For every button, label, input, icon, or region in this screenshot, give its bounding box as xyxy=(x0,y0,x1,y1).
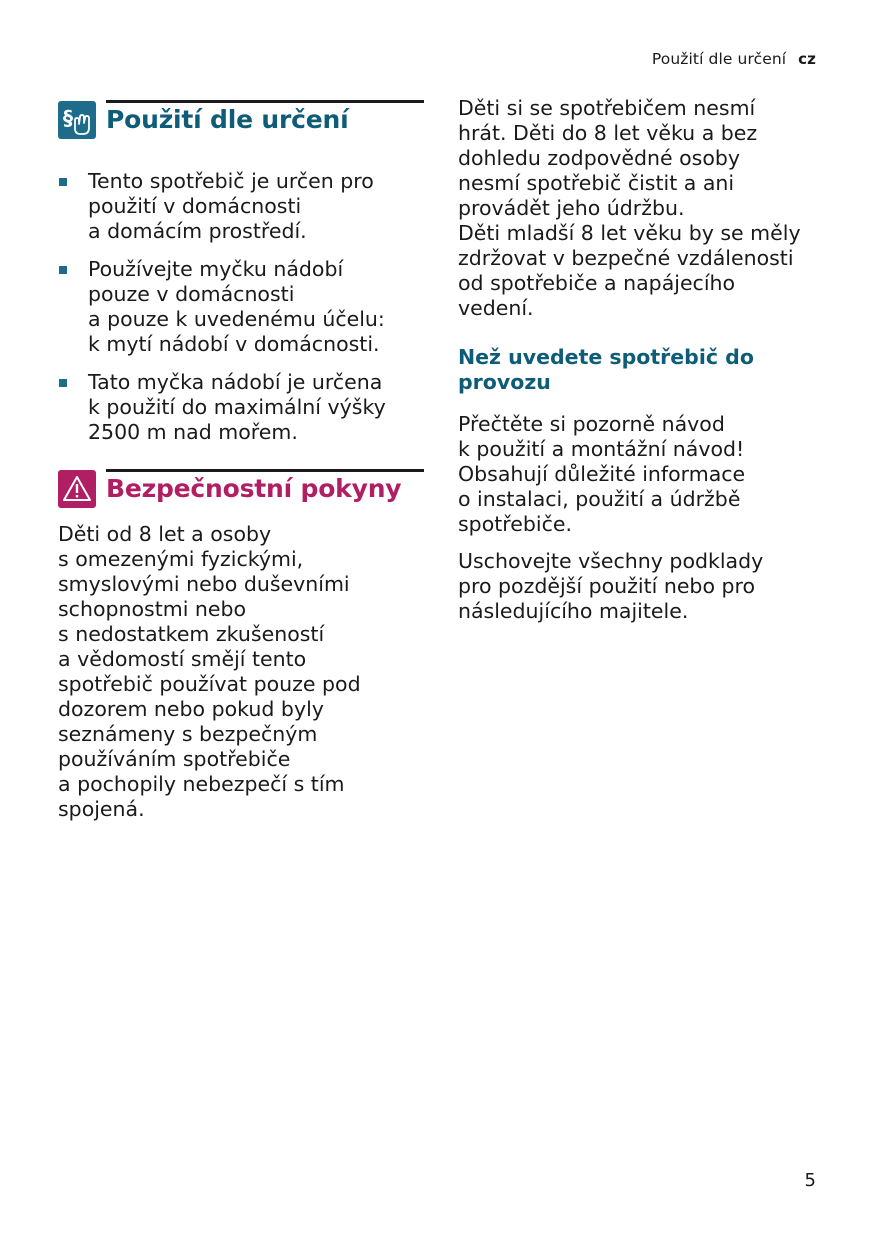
language-code: cz xyxy=(798,50,816,68)
section-safety-title: Bezpečnostní pokyny xyxy=(106,474,402,503)
section-use-title: Použití dle určení xyxy=(106,105,349,134)
page-number: 5 xyxy=(804,1170,816,1191)
list-item-text: Tento spotřebič je určen pro použití v domácnosti a domácím prostředí. xyxy=(88,169,374,243)
left-column xyxy=(58,100,424,822)
keep-documents-paragraph: Uschovejte všechny podklady pro pozdější použití nebo pro následujícího majitele. xyxy=(458,549,764,623)
list-item xyxy=(58,257,424,357)
bullet-square-icon xyxy=(59,379,67,387)
section-use-heading xyxy=(58,100,424,139)
running-header xyxy=(652,50,816,68)
section-hand-icon xyxy=(58,101,96,139)
children-paragraph: Děti si se spotřebičem nesmí hrát. Děti do 8 let věku a bez dohledu zodpovědné osoby nesmí spotřebič čistit a ani provádět jeho údržbu. Děti mladší 8 let věku by se měly zdržovat v bezpečné vzdálenosti od spotřebiče a napájecího vedení. xyxy=(458,96,801,320)
bullet-square-icon xyxy=(59,178,67,186)
list-item-text: Tato myčka nádobí je určena k použití do maximální výšky 2500 m nad mořem. xyxy=(88,370,386,444)
warning-triangle-icon xyxy=(58,470,96,508)
right-column xyxy=(458,96,824,624)
use-bullet-list xyxy=(58,169,424,445)
before-use-subheading: Než uvedete spotřebič do provozu xyxy=(458,345,754,394)
list-item xyxy=(58,169,424,244)
section-safety-heading xyxy=(58,469,424,508)
list-item-text: Používejte myčku nádobí pouze v domácnosti a pouze k uvedenému účelu: k mytí nádobí v domácnosti. xyxy=(88,257,385,356)
running-header-title: Použití dle určení xyxy=(651,50,787,68)
list-item xyxy=(58,370,424,445)
safety-paragraph: Děti od 8 let a osoby s omezenými fyzickými, smyslovými nebo duševními schopnostmi nebo s nedostatkem zkušeností a vědomostí smějí tento spotřebič používat pouze pod dozorem nebo pokud byly seznámeny s bezpečným používáním spotřebiče a pochopily nebezpečí s tím spojená. xyxy=(58,522,361,821)
read-manual-paragraph: Přečtěte si pozorně návod k použití a montážní návod! Obsahují důležité informace o instalaci, použití a údržbě spotřebiče. xyxy=(458,412,746,536)
bullet-square-icon xyxy=(59,266,67,274)
svg-text:§: § xyxy=(63,106,73,130)
